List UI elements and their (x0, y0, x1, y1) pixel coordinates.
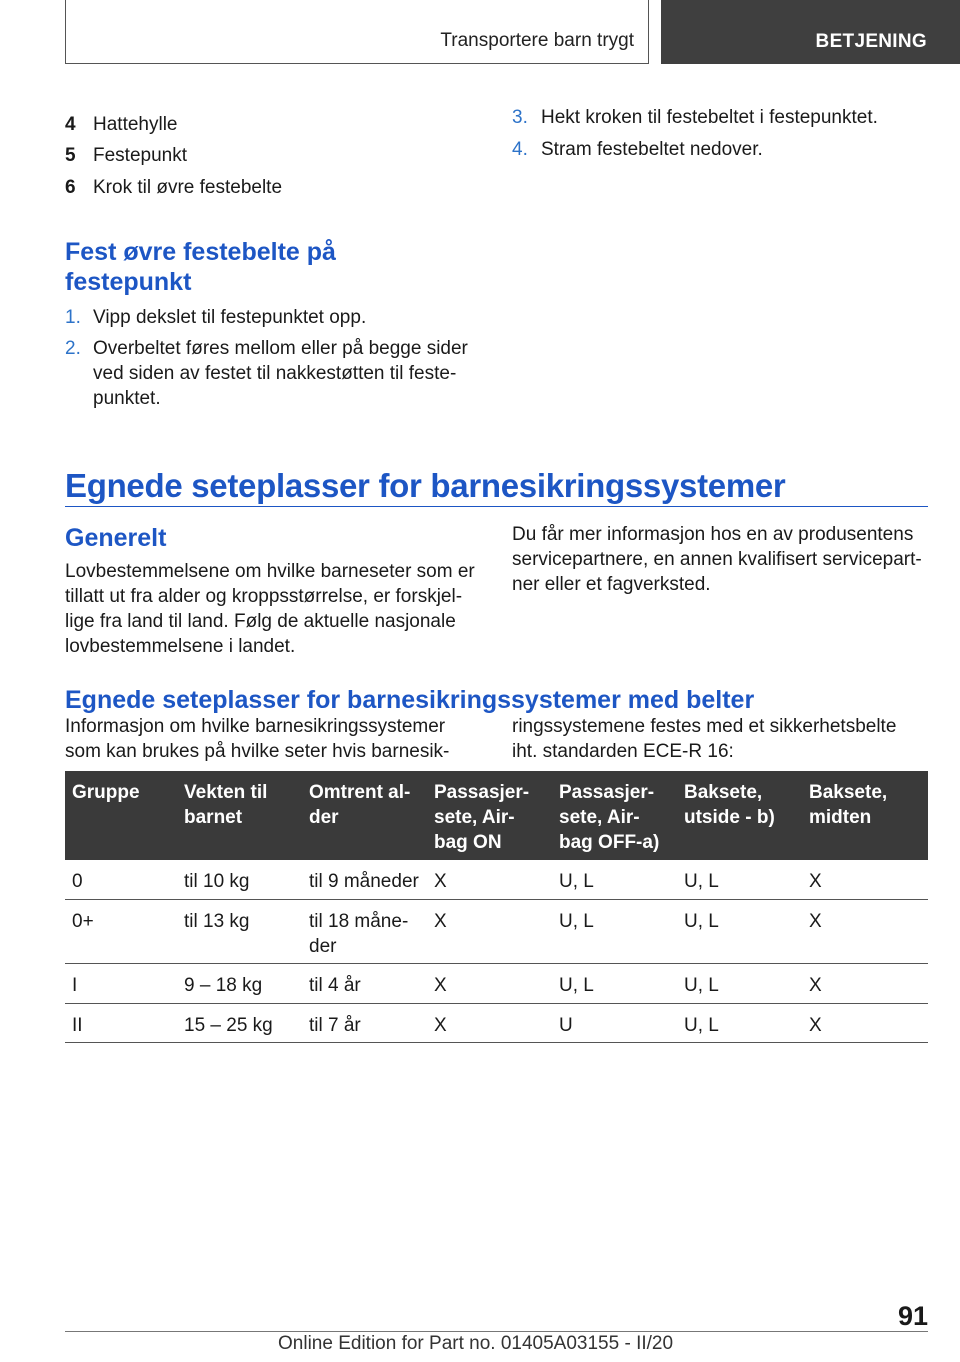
table-cell: U, L (559, 975, 594, 996)
legend-number: 6 (65, 177, 76, 198)
table-cell: X (809, 871, 822, 892)
belter-text-line: Informasjon om hvilke barnesikringssystemer (65, 716, 446, 737)
belter-text-line: ringssystemene festes med et sikkerhetsbelte (512, 716, 897, 737)
footer-rule (65, 1331, 928, 1332)
header-section-box (65, 0, 649, 64)
step-text: Stram festebeltet nedover. (541, 139, 763, 160)
table-cell: X (434, 871, 447, 892)
belter-heading: Egnede seteplasser for barnesikringssystemer med belter (65, 686, 755, 714)
table-cell: X (434, 975, 447, 996)
fest-heading-line2: festepunkt (65, 268, 192, 296)
table-cell: X (809, 975, 822, 996)
edition-text: Online Edition for Part no. 01405A03155 - II/20 (278, 1333, 674, 1354)
table-cell: U, L (559, 911, 594, 932)
table-cell: til 13 kg (184, 911, 250, 932)
generelt-text-line: ner eller et fagverksted. (512, 574, 711, 595)
generelt-heading: Generelt (65, 524, 167, 552)
generelt-text-line: lige fra land til land. Følg de aktuelle nasjonale (65, 611, 456, 632)
legend-number: 4 (65, 114, 76, 135)
table-row (65, 860, 928, 900)
table-header-cell: Baksete, midten (809, 782, 888, 828)
table-cell: U, L (684, 871, 719, 892)
table-row (65, 1004, 928, 1043)
generelt-text-line: servicepartnere, en annen kvalifisert servicepart- (512, 549, 922, 570)
table-header-cell: Passasjer- sete, Air- bag ON (434, 782, 530, 853)
table-header-cell: Baksete, utside - b) (684, 782, 775, 828)
belter-text-line: som kan brukes på hvilke seter hvis barnesik- (65, 741, 450, 762)
table-header-cell: Vekten til barnet (184, 782, 268, 828)
step-text: Hekt kroken til festebeltet i festepunktet. (541, 107, 878, 128)
table-cell: 15 – 25 kg (184, 1015, 273, 1036)
belter-text-line: iht. standarden ECE-R 16: (512, 741, 734, 762)
table-header-cell: Omtrent al- der (309, 782, 411, 828)
step-number: 3. (512, 107, 528, 128)
legend-number: 5 (65, 145, 76, 166)
table-cell: U, L (559, 871, 594, 892)
table-cell: I (72, 975, 78, 996)
legend-label: Krok til øvre festebelte (93, 177, 283, 198)
table-row (65, 900, 928, 964)
seat-table (65, 771, 928, 1043)
main-heading: Egnede seteplasser for barnesikringssystemer (65, 467, 786, 504)
step-text: ved siden av festet til nakkestøtten til feste- (93, 363, 457, 384)
step-number: 4. (512, 139, 528, 160)
table-header-cell: Gruppe (72, 782, 140, 803)
legend-label: Hattehylle (93, 114, 178, 135)
table-header (65, 771, 928, 860)
table-cell: til 18 måne- der (309, 911, 409, 957)
generelt-text-line: tillatt ut fra alder og kroppsstørrelse, er forskjel- (65, 586, 463, 607)
table-cell: til 9 måneder (309, 871, 419, 892)
main-heading-rule (65, 506, 928, 507)
table-cell: X (809, 1015, 822, 1036)
table-header-cell: Passasjer- sete, Air- bag OFF-a) (559, 782, 660, 853)
table-cell: 9 – 18 kg (184, 975, 263, 996)
generelt-text-line: Lovbestemmelsene om hvilke barneseter som er (65, 561, 475, 582)
table-cell: til 10 kg (184, 871, 250, 892)
table-cell: til 7 år (309, 1015, 361, 1036)
chapter-tab-label: BETJENING (815, 31, 927, 52)
step-text: punktet. (93, 388, 161, 409)
step-text: Vipp dekslet til festepunktet opp. (93, 307, 367, 328)
table-cell: X (434, 911, 447, 932)
table-cell: X (809, 911, 822, 932)
chapter-tab[interactable] (661, 0, 960, 64)
page-number: 91 (897, 1301, 928, 1331)
table-cell: X (434, 1015, 447, 1036)
legend-label: Festepunkt (93, 145, 187, 166)
table-cell: 0 (72, 871, 83, 892)
table-cell: 0+ (72, 911, 94, 932)
step-text: Overbeltet føres mellom eller på begge sider (93, 338, 468, 359)
section-title: Transportere barn trygt (440, 30, 634, 51)
generelt-text-line: lovbestemmelsene i landet. (65, 636, 296, 657)
table-cell: U, L (684, 911, 719, 932)
table-cell: II (72, 1015, 83, 1036)
step-number: 2. (65, 338, 81, 359)
table-cell: til 4 år (309, 975, 361, 996)
table-cell: U (559, 1015, 573, 1036)
table-row (65, 964, 928, 1004)
generelt-text-line: Du får mer informasjon hos en av produsentens (512, 524, 914, 545)
table-cell: U, L (684, 1015, 719, 1036)
step-number: 1. (65, 307, 81, 328)
table-cell: U, L (684, 975, 719, 996)
fest-heading-line1: Fest øvre festebelte på (65, 238, 336, 266)
